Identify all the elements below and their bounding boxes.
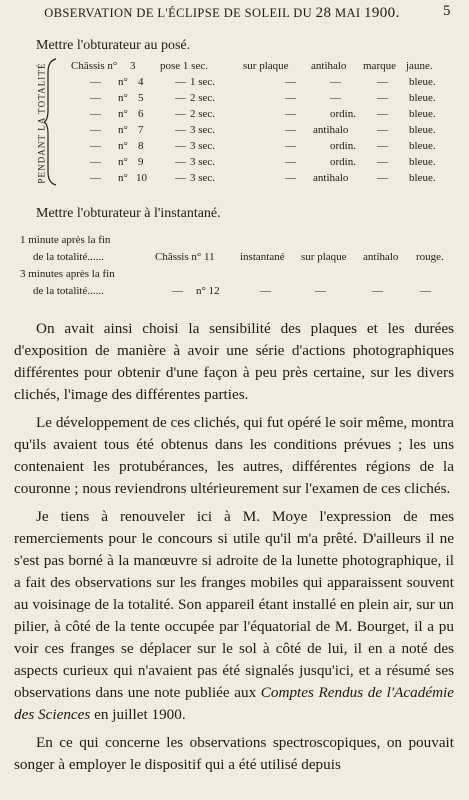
- row-dash: —: [90, 172, 101, 184]
- header-month: MAI: [334, 6, 361, 20]
- row-plaque: —: [285, 92, 296, 104]
- row-dash: —: [90, 76, 101, 88]
- table1-antihalo: antihalo: [311, 60, 347, 72]
- row-marque: —: [377, 172, 388, 184]
- row-num: 9: [138, 156, 144, 168]
- row-type: ordin.: [330, 140, 356, 152]
- row-couleur: bleue.: [409, 92, 436, 104]
- row1-mode: instantané: [240, 251, 285, 263]
- row-no: n°: [118, 172, 128, 184]
- table1-header-row: [0, 60, 469, 76]
- row-couleur: bleue.: [409, 172, 436, 184]
- row-pose: 3 sec.: [190, 124, 216, 136]
- row-marque: —: [377, 76, 388, 88]
- row2-dash: —: [172, 285, 183, 297]
- row-no: n°: [118, 156, 128, 168]
- row-num: 4: [138, 76, 144, 88]
- row1-label-line2: de la totalité......: [33, 251, 104, 263]
- row-no: n°: [118, 92, 128, 104]
- row-marque: —: [377, 92, 388, 104]
- table1-pose: pose 1 sec.: [160, 60, 208, 72]
- row1-sur-plaque: sur plaque: [301, 251, 347, 263]
- row-marque: —: [377, 124, 388, 136]
- row1-chassis: Châssis n° 11: [155, 251, 215, 263]
- row-no: n°: [118, 124, 128, 136]
- row2-c1: —: [260, 285, 271, 297]
- header-year: 1900.: [363, 5, 400, 21]
- row-num: 5: [138, 92, 144, 104]
- row-num: 10: [136, 172, 147, 184]
- row-type: antihalo: [313, 172, 349, 184]
- row-type: ordin.: [330, 156, 356, 168]
- paragraph-3: [14, 506, 454, 726]
- row2-c4: —: [420, 285, 431, 297]
- row2-c2: —: [315, 285, 326, 297]
- paragraph-3-text: Je tiens à renouveler ici à M. Moye l'expression de mes remerciements pour le concours si utile qu'il m'a prêté. D'ailleurs il ne s'est pas borné à la manœuvre si adroite de la lunette photographique, il a fait des observations sur les franges mobiles qui apparaissent souvent au voisinage de la totalité. Son appareil étant installé en plein air, sur un pilier, à côté de la tente occupée par l'équatorial de M. Bourget, il a pu voir ces franges se déplacer sur le sol à côté de lui, il en a noté des aspects curieux qui n'avaient pas été signalés jusqu'ici, et a résumé ses observations dans une note publiée aux: [14, 508, 454, 701]
- table-row: [0, 108, 469, 124]
- row-marque: —: [377, 156, 388, 168]
- row-type: —: [330, 92, 341, 104]
- row-plaque: —: [285, 124, 296, 136]
- row-no: n°: [118, 76, 128, 88]
- row-pose: 2 sec.: [190, 92, 216, 104]
- paragraph-3-end: en juillet 1900.: [94, 706, 186, 723]
- row-couleur: bleue.: [409, 124, 436, 136]
- row-couleur: bleue.: [409, 76, 436, 88]
- table1-couleur: jaune.: [406, 60, 433, 72]
- table-row: [0, 92, 469, 108]
- section1-lead: Mettre l'obturateur au posé.: [36, 38, 191, 53]
- table-row: [0, 124, 469, 140]
- header-date: 28: [315, 5, 332, 21]
- row-plaque: —: [285, 76, 296, 88]
- page-number: 5: [443, 3, 451, 19]
- body-text: [14, 318, 454, 776]
- row-dash: —: [175, 140, 186, 152]
- row-dash: —: [175, 92, 186, 104]
- paragraph-4: En ce qui concerne les observations spectroscopiques, on pouvait songer à employer le dispositif qui a été utilisé depuis: [14, 734, 454, 773]
- row-plaque: —: [285, 108, 296, 120]
- row-couleur: bleue.: [409, 108, 436, 120]
- row-dash: —: [175, 124, 186, 136]
- table1-chassis-num: 3: [130, 60, 136, 72]
- row-num: 7: [138, 124, 144, 136]
- row-marque: —: [377, 140, 388, 152]
- row-type: —: [330, 76, 341, 88]
- section2-lead: Mettre l'obturateur à l'instantané.: [36, 206, 221, 221]
- paragraph-2: Le développement de ces clichés, qui fut opéré le soir même, montra qu'ils avaient tous été obtenus dans les conditions prévues ; les uns contenaient les protubérances, les autres, différentes régions de la couronne ; nous reviendrons ultérieurement sur l'examen de ces clichés.: [14, 414, 454, 497]
- row2-c3: —: [372, 285, 383, 297]
- row-dash: —: [90, 140, 101, 152]
- row-marque: —: [377, 108, 388, 120]
- table-row: [0, 76, 469, 92]
- table-row: [0, 156, 469, 172]
- row-dash: —: [175, 172, 186, 184]
- row-no: n°: [118, 108, 128, 120]
- header-title-prefix: OBSERVATION DE L'ÉCLIPSE DE SOLEIL DU: [44, 6, 313, 20]
- paragraph-3-journal: Comptes Rendus de l'Académie des Sciences: [14, 684, 455, 723]
- row-couleur: bleue.: [409, 140, 436, 152]
- table-row: [0, 172, 469, 188]
- row-plaque: —: [285, 156, 296, 168]
- row-pose: 3 sec.: [190, 156, 216, 168]
- row2-label-line1: 3 minutes après la fin: [20, 268, 115, 280]
- row-plaque: —: [285, 172, 296, 184]
- row-couleur: bleue.: [409, 156, 436, 168]
- table1-chassis-label: Châssis n°: [71, 60, 118, 72]
- row2-label-line2: de la totalité......: [33, 285, 104, 297]
- row-dash: —: [175, 76, 186, 88]
- running-header: [12, 5, 432, 22]
- row-dash: —: [175, 156, 186, 168]
- table1-sur-plaque: sur plaque: [243, 60, 289, 72]
- row-pose: 3 sec.: [190, 140, 216, 152]
- row-num: 6: [138, 108, 144, 120]
- row-pose: 3 sec.: [190, 172, 216, 184]
- paragraph-1: On avait ainsi choisi la sensibilité des plaques et les durées d'exposition de manière à avoir une série d'actions photographiques différentes pour obtenir d'une façon à peu près certaine, sur les divers clichés, l'image des différentes parties.: [14, 320, 454, 403]
- row-type: antihalo: [313, 124, 349, 136]
- row1-antihalo: antihalo: [363, 251, 399, 263]
- row-num: 8: [138, 140, 144, 152]
- table-row: [0, 140, 469, 156]
- row-plaque: —: [285, 140, 296, 152]
- row-pose: 1 sec.: [190, 76, 216, 88]
- row-no: n°: [118, 140, 128, 152]
- row-dash: —: [90, 156, 101, 168]
- row2-no: n° 12: [196, 285, 220, 297]
- row-type: ordin.: [330, 108, 356, 120]
- row1-label-line1: 1 minute après la fin: [20, 234, 111, 246]
- row-dash: —: [90, 124, 101, 136]
- row-pose: 2 sec.: [190, 108, 216, 120]
- row1-couleur: rouge.: [416, 251, 444, 263]
- row-dash: —: [90, 108, 101, 120]
- row-dash: —: [175, 108, 186, 120]
- table1-marque: marque: [363, 60, 396, 72]
- side-label-text: PENDANT LA TOTALITÉ: [37, 62, 47, 184]
- row-dash: —: [90, 92, 101, 104]
